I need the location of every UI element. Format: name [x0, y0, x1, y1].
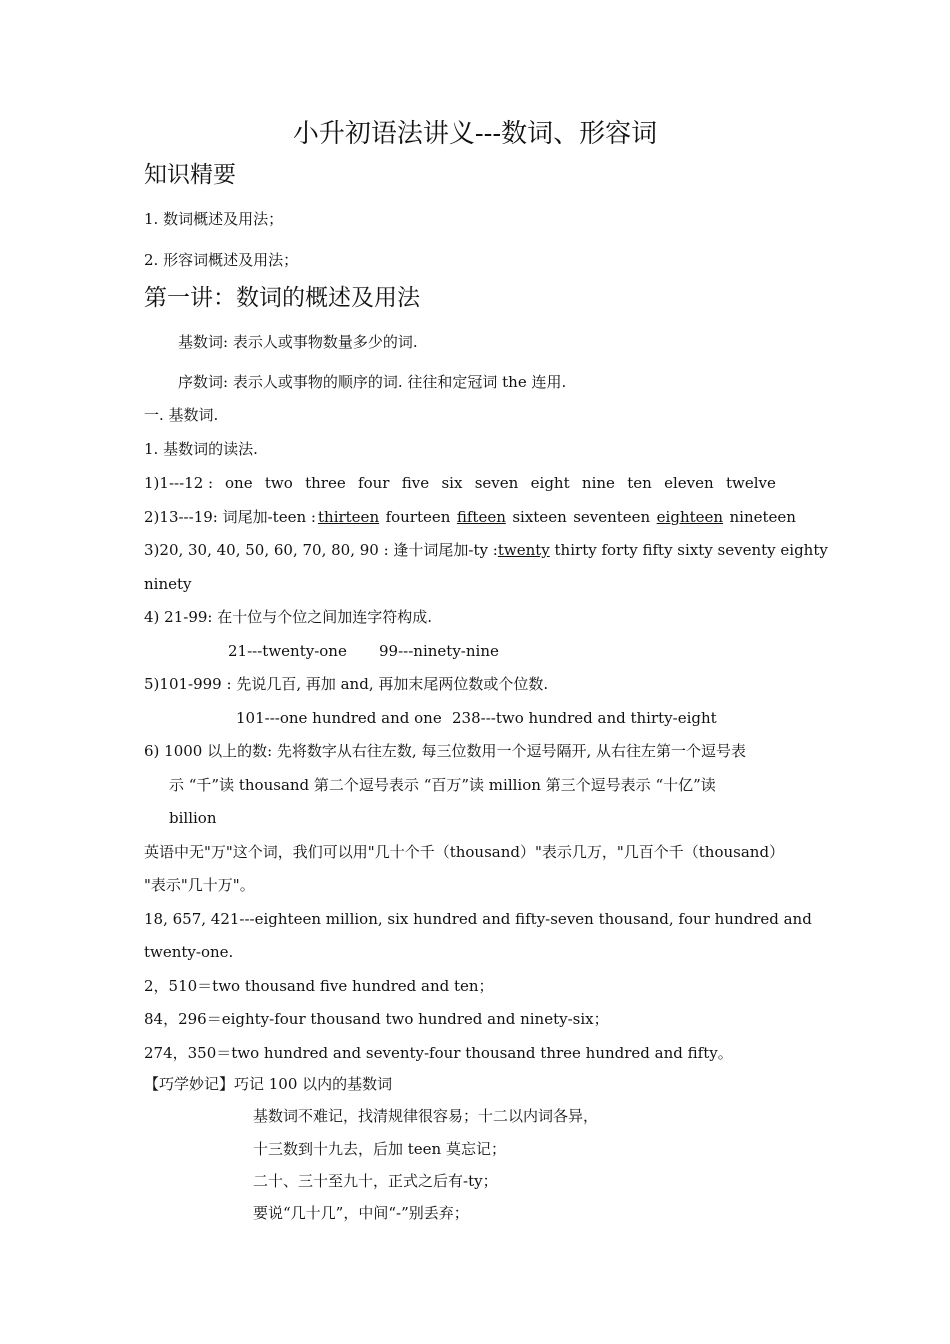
rule-6-line-2: 示 “千”读 thousand 第二个逗号表示 “百万”读 million 第三个逗号表示 “十亿”读 [169, 776, 716, 794]
number-word: three [305, 474, 346, 492]
number-word: nineteen [729, 508, 796, 526]
rule-4-text: 4) 21-99: 在十位与个位之间加连字符构成. [144, 608, 432, 626]
number-word: eight [530, 474, 570, 492]
number-word: eleven [664, 474, 714, 492]
rule-3-line [144, 540, 828, 560]
rule-2-words [318, 507, 796, 527]
number-word: ten [627, 474, 652, 492]
example-a: 2，510＝two thousand five hundred and ten； [144, 977, 494, 995]
tip-line: 二十、三十至九十，正式之后有-ty； [253, 1172, 498, 1190]
part-heading-cardinal: 一. 基数词. [144, 406, 219, 424]
number-word: twenty [497, 541, 550, 559]
number-word: twelve [726, 474, 776, 492]
rule-5-example-2: 238---two hundred and thirty-eight [452, 709, 717, 727]
rule-4-example-1: 21---twenty-one [228, 642, 347, 660]
rule-6-line-3: billion [169, 809, 217, 827]
rule-5-text: 5)101-999 : 先说几百, 再加 and, 再加末尾两位数或个位数. [144, 675, 549, 693]
number-word: seventeen [573, 508, 651, 526]
section-heading-knowledge: 知识精要 [144, 162, 236, 188]
lecture-heading: 第一讲：数词的概述及用法 [144, 285, 420, 311]
knowledge-item-2: 2. 形容词概述及用法； [144, 251, 299, 269]
rule-1-label: 1)1---12 : [144, 474, 214, 492]
example-b: 84，296＝eighty-four thousand two hundred and ninety-six； [144, 1010, 609, 1028]
example-c: 274，350＝two hundred and seventy-four thousand three hundred and fifty。 [144, 1044, 733, 1062]
ordinal-definition: 序数词: 表示人或事物的顺序的词. 往往和定冠词 the 连用. [178, 373, 567, 391]
number-word: six [441, 474, 463, 492]
number-word: fourteen [385, 508, 451, 526]
rule-4-example-2: 99---ninety-nine [379, 642, 499, 660]
number-word: two [264, 474, 293, 492]
number-word: fifteen [456, 508, 506, 526]
reading-heading: 1. 基数词的读法. [144, 440, 258, 458]
number-word: nine [581, 474, 615, 492]
tip-heading: 【巧学妙记】巧记 100 以内的基数词 [144, 1075, 393, 1093]
big-number-example-line-1: 18, 657, 421---eighteen million, six hundred and fifty-seven thousand, four hundred and [144, 910, 812, 928]
cardinal-definition: 基数词: 表示人或事物数量多少的词. [178, 333, 418, 351]
number-word: eighteen [656, 508, 724, 526]
big-number-example-line-2: twenty-one. [144, 943, 234, 961]
wan-note-line-1: 英语中无"万"这个词，我们可以用"几十个千（thousand）"表示几万，"几百个千（thousand） [144, 843, 785, 861]
number-word: five [401, 474, 430, 492]
tip-line: 基数词不难记，找清规律很容易；十二以内词各异， [253, 1107, 599, 1125]
rule-6-line-1: 6) 1000 以上的数: 先将数字从右往左数, 每三位数用一个逗号隔开, 从右往左第一个逗号表 [144, 742, 747, 760]
number-word: thirteen [318, 508, 380, 526]
rule-1-words [225, 473, 776, 493]
number-word: sixteen [512, 508, 567, 526]
rule-3-continuation: ninety [144, 575, 192, 593]
knowledge-item-1: 1. 数词概述及用法； [144, 210, 284, 228]
rule-3-label: 3)20, 30, 40, 50, 60, 70, 80, 90 : 逢十词尾加-ty : [144, 541, 498, 559]
number-word: seven [474, 474, 519, 492]
page-title: 小升初语法讲义---数词、形容词 [292, 119, 658, 149]
number-word: four [358, 474, 390, 492]
number-word: one [225, 474, 253, 492]
tip-line: 十三数到十九去，后加 teen 莫忘记； [253, 1140, 506, 1158]
rule-3-words: thirty forty fifty sixty seventy eighty [554, 541, 828, 559]
tip-line: 要说“几十几”，中间“-”别丢弃； [253, 1204, 469, 1222]
wan-note-line-2: "表示"几十万"。 [144, 876, 255, 894]
rule-2-label: 2)13---19: 词尾加-teen : [144, 508, 316, 526]
rule-5-example-1: 101---one hundred and one [236, 709, 442, 727]
